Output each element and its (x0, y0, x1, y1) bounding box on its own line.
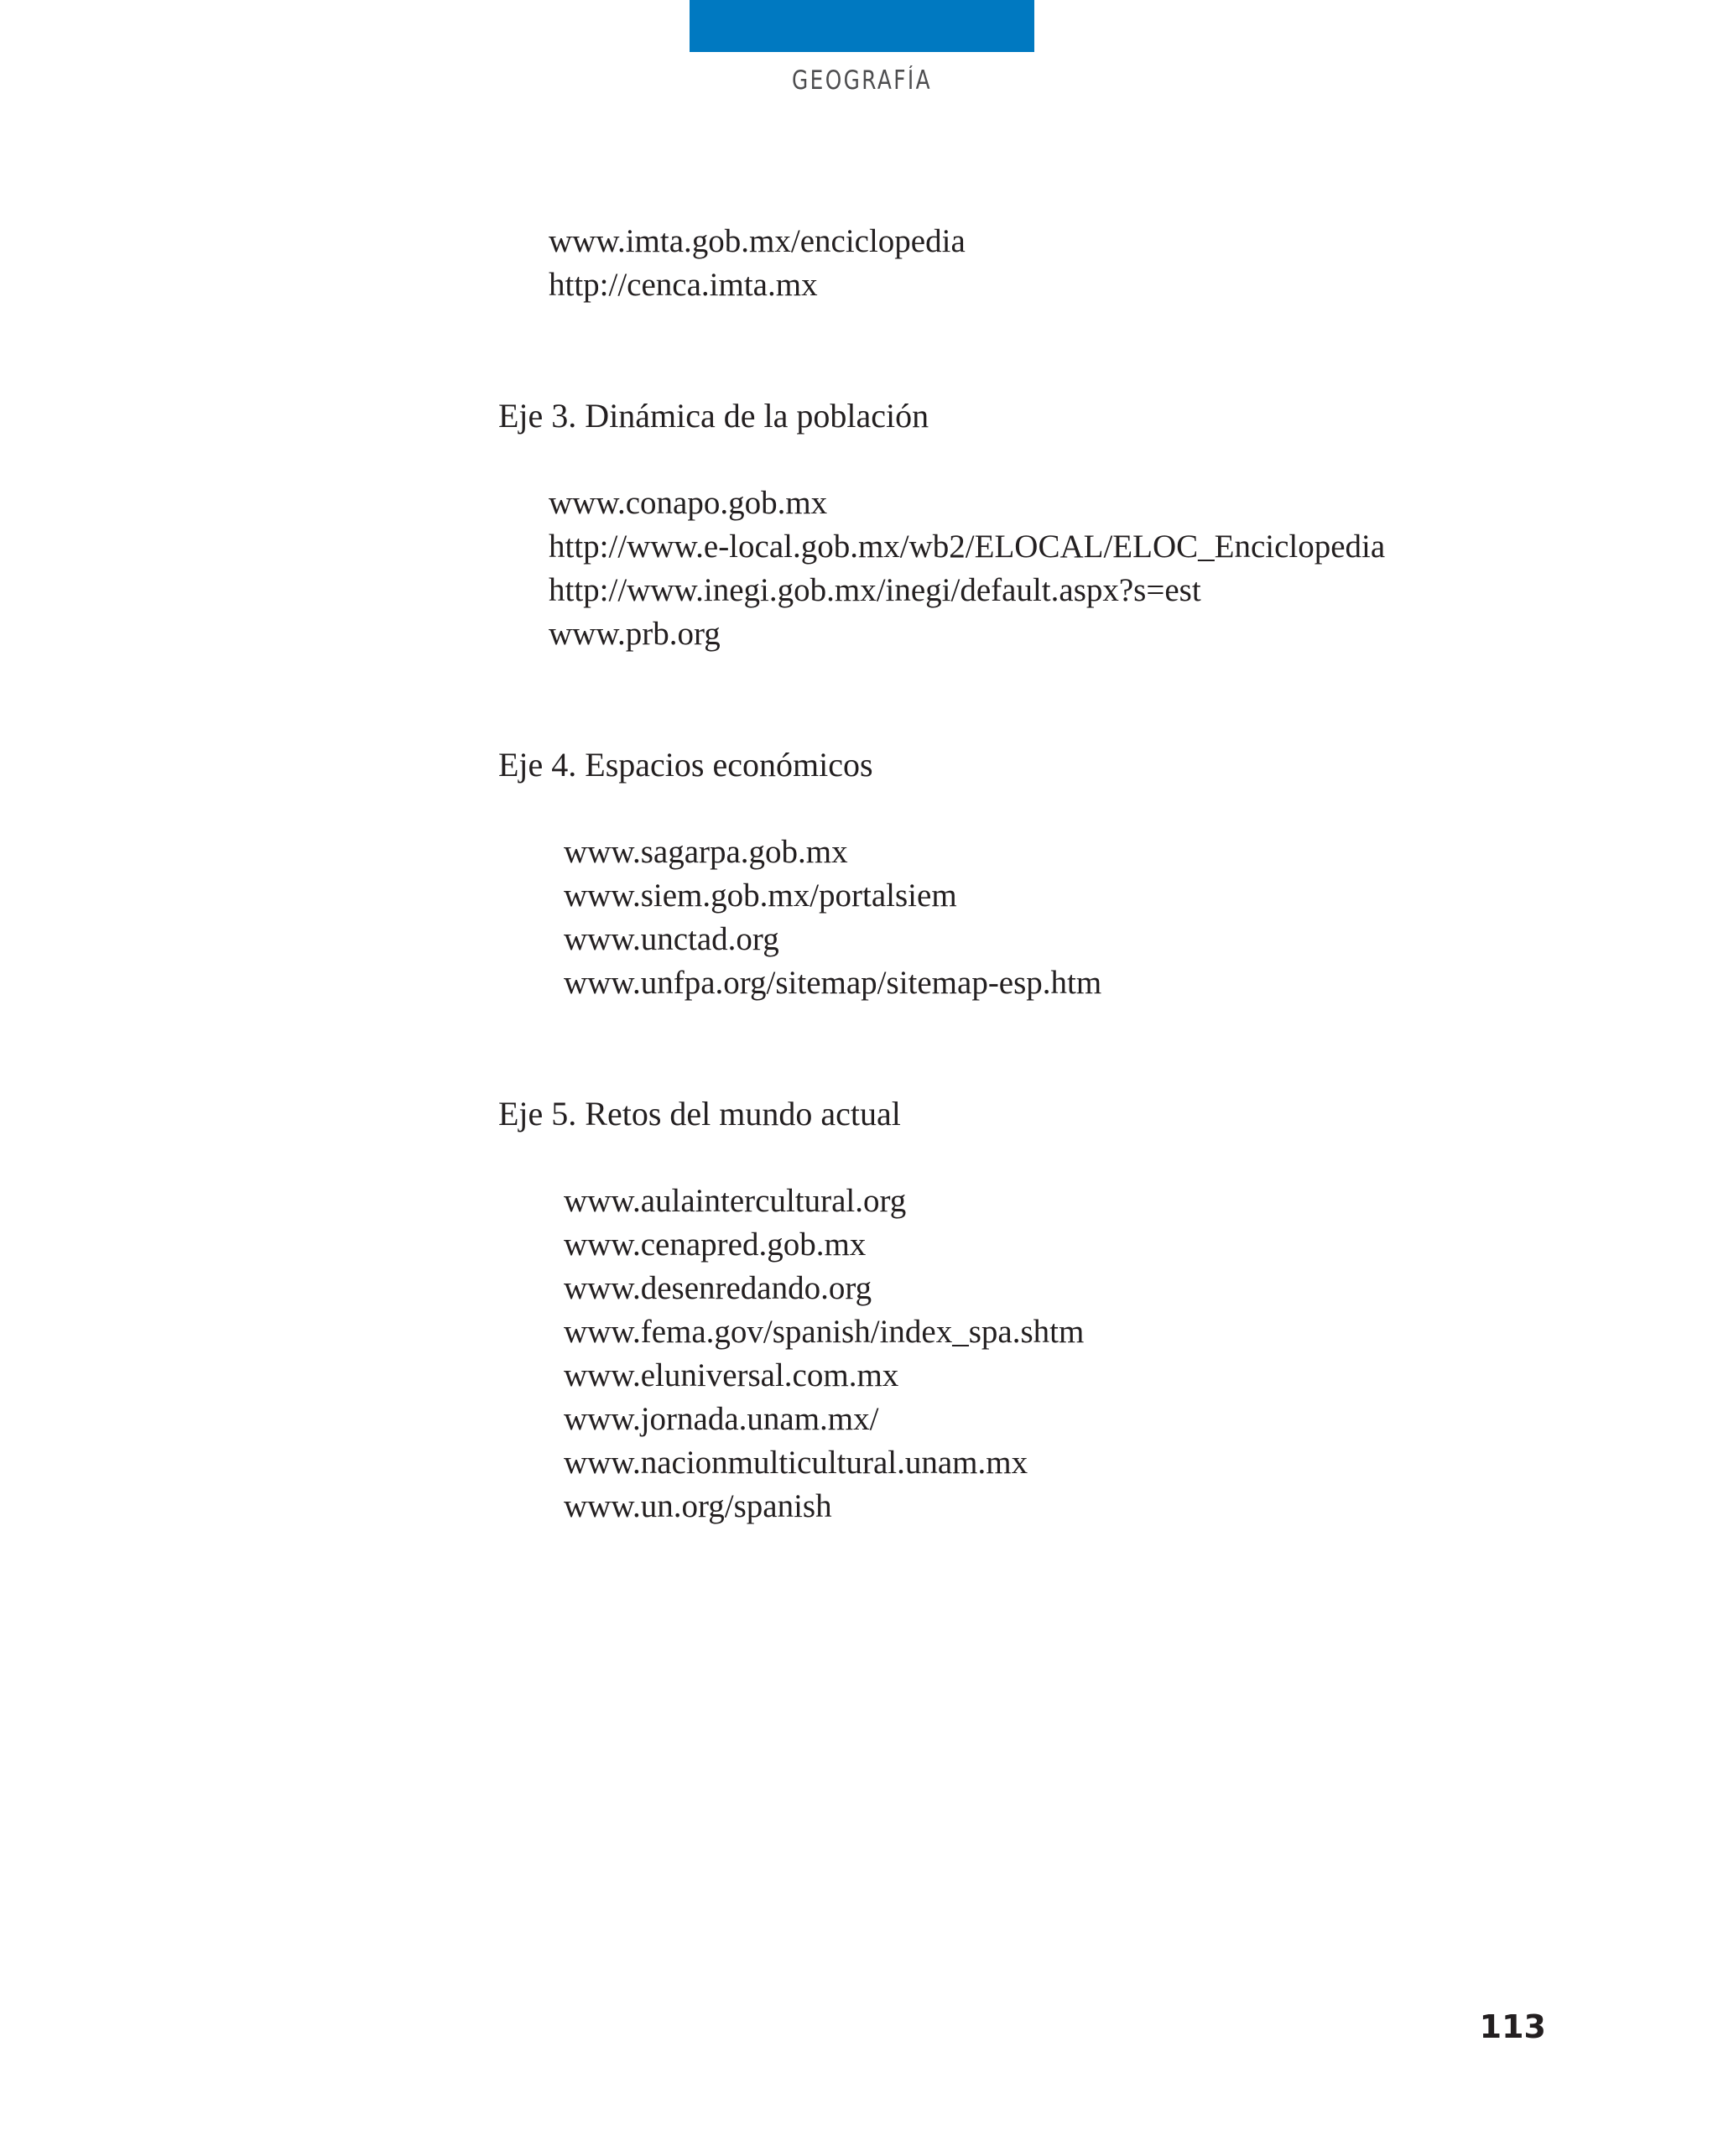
link[interactable]: www.desenredando.org (564, 1270, 872, 1306)
link[interactable]: www.jornada.unam.mx/ (564, 1401, 879, 1437)
link[interactable]: www.nacionmulticultural.unam.mx (564, 1445, 1028, 1481)
link[interactable]: www.prb.org (549, 616, 721, 652)
link[interactable]: www.conapo.gob.mx (549, 485, 828, 521)
header-color-bar (690, 0, 1034, 52)
link[interactable]: http://www.inegi.gob.mx/inegi/default.aspx?s=est (549, 572, 1201, 608)
link[interactable]: www.cenapred.gob.mx (564, 1226, 867, 1263)
link[interactable]: http://cenca.imta.mx (549, 267, 818, 303)
link[interactable]: www.fema.gov/spanish/index_spa.shtm (564, 1314, 1085, 1350)
link[interactable]: www.unfpa.org/sitemap/sitemap-esp.htm (564, 965, 1102, 1001)
link[interactable]: www.unctad.org (564, 921, 779, 957)
link[interactable]: www.eluniversal.com.mx (564, 1357, 899, 1393)
link[interactable]: www.imta.gob.mx/enciclopedia (549, 223, 966, 259)
link[interactable]: http://www.e-local.gob.mx/wb2/ELOCAL/ELOC_Enciclopedia (549, 529, 1386, 565)
running-header: GEOGRAFÍA (792, 65, 932, 96)
link[interactable]: www.aulaintercultural.org (564, 1183, 907, 1219)
link[interactable]: www.un.org/spanish (564, 1488, 832, 1524)
section-heading: Eje 3. Dinámica de la población (498, 397, 929, 435)
page-number: 113 (1479, 2008, 1546, 2045)
link[interactable]: www.sagarpa.gob.mx (564, 834, 848, 870)
link[interactable]: www.siem.gob.mx/portalsiem (564, 878, 957, 914)
section-heading: Eje 4. Espacios económicos (498, 746, 873, 784)
section-heading: Eje 5. Retos del mundo actual (498, 1095, 901, 1133)
